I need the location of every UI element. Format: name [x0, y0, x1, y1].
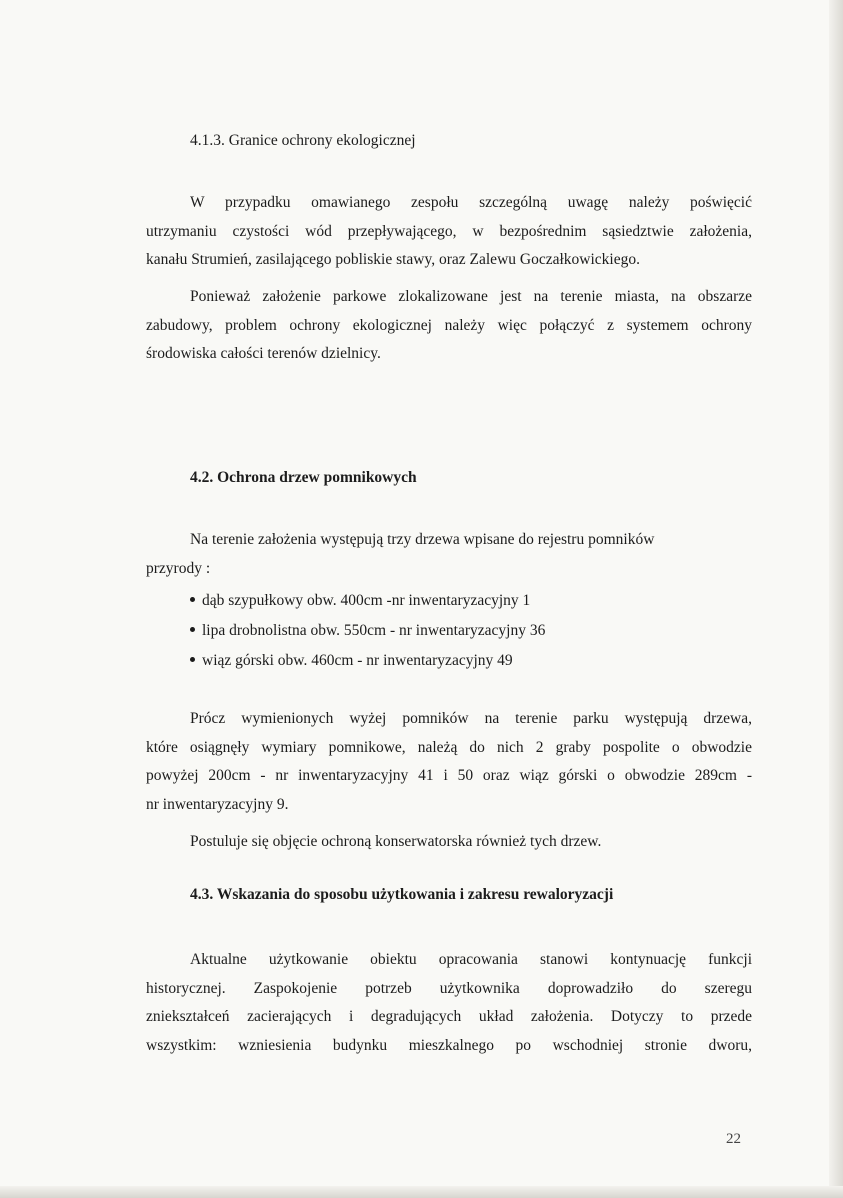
section-4-2-paragraph-1 — [146, 705, 752, 819]
section-4-1-3-title: 4.1.3. Granice ochrony ekologicznej — [190, 132, 416, 149]
section-4-3-title: 4.3. Wskazania do sposobu użytkowania i zakresu rewaloryzacji — [190, 886, 614, 903]
section-4-2-title: 4.2. Ochrona drzew pomnikowych — [190, 469, 417, 486]
text-line: Prócz wymienionych wyżej pomników na terenie parku występują drzewa, — [190, 710, 752, 727]
text-line: Ponieważ założenie parkowe zlokalizowane jest na terenie miasta, na obszarze — [190, 288, 752, 305]
text-line: historycznej. Zaspokojenie potrzeb użytkownika doprowadziło do szeregu — [146, 979, 752, 997]
page-number: 22 — [726, 1131, 741, 1147]
text-line: nr inwentaryzacyjny 9. — [146, 795, 289, 813]
text-line: zniekształceń zacierających i degradujących układ założenia. Dotyczy to przede — [146, 1008, 752, 1025]
text-line: wszystkim: wzniesienia budynku mieszkalnego po wschodniej stronie dworu, — [146, 1036, 752, 1054]
monument-trees-list — [190, 586, 545, 676]
text-line: W przypadku omawianego zespołu szczególną uwagę należy poświęcić — [190, 194, 752, 211]
section-4-1-3-paragraph-1 — [146, 189, 752, 275]
section-4-1-3-paragraph-2 — [146, 283, 752, 369]
text-line: Na terenie założenia występują trzy drzewa wpisane do rejestru pomników — [190, 531, 655, 548]
text-line: utrzymaniu czystości wód przepływającego, w bezpośrednim sąsiedztwie założenia, — [146, 222, 752, 240]
text-line: przyrody : — [146, 559, 211, 577]
list-item-text: lipa drobnolistna obw. 550cm - nr inwentaryzacyjny 36 — [202, 622, 546, 639]
page-edge-shadow — [829, 0, 843, 1198]
text-line: Postuluje się objęcie ochroną konserwatorska również tych drzew. — [190, 833, 602, 850]
list-item — [190, 616, 545, 646]
page-edge-shadow-bottom — [0, 1186, 843, 1198]
section-4-2-paragraph-2 — [146, 828, 752, 857]
text-line: powyżej 200cm - nr inwentaryzacyjny 41 i 50 oraz wiąz górski o obwodzie 289cm - — [146, 767, 752, 784]
text-line: zabudowy, problem ochrony ekologicznej należy więc połączyć z systemem ochrony — [146, 316, 752, 334]
text-line: które osiągnęły wymiary pomnikowe, należą do nich 2 graby pospolite o obwodzie — [146, 738, 752, 756]
section-4-3-paragraph-1 — [146, 946, 752, 1060]
text-line: kanału Strumień, zasilającego pobliskie stawy, oraz Zalewu Goczałkowickiego. — [146, 251, 640, 268]
list-item — [190, 586, 545, 616]
bullet-icon — [190, 657, 195, 662]
list-item-text: dąb szypułkowy obw. 400cm -nr inwentaryzacyjny 1 — [202, 592, 531, 609]
section-4-2-intro — [146, 526, 752, 583]
text-line: Aktualne użytkowanie obiektu opracowania stanowi kontynuację funkcji — [190, 951, 752, 968]
text-line: środowiska całości terenów dzielnicy. — [146, 345, 381, 362]
bullet-icon — [190, 627, 195, 632]
list-item — [190, 646, 545, 676]
list-item-text: wiąz górski obw. 460cm - nr inwentaryzacyjny 49 — [202, 652, 513, 669]
bullet-icon — [190, 597, 195, 602]
